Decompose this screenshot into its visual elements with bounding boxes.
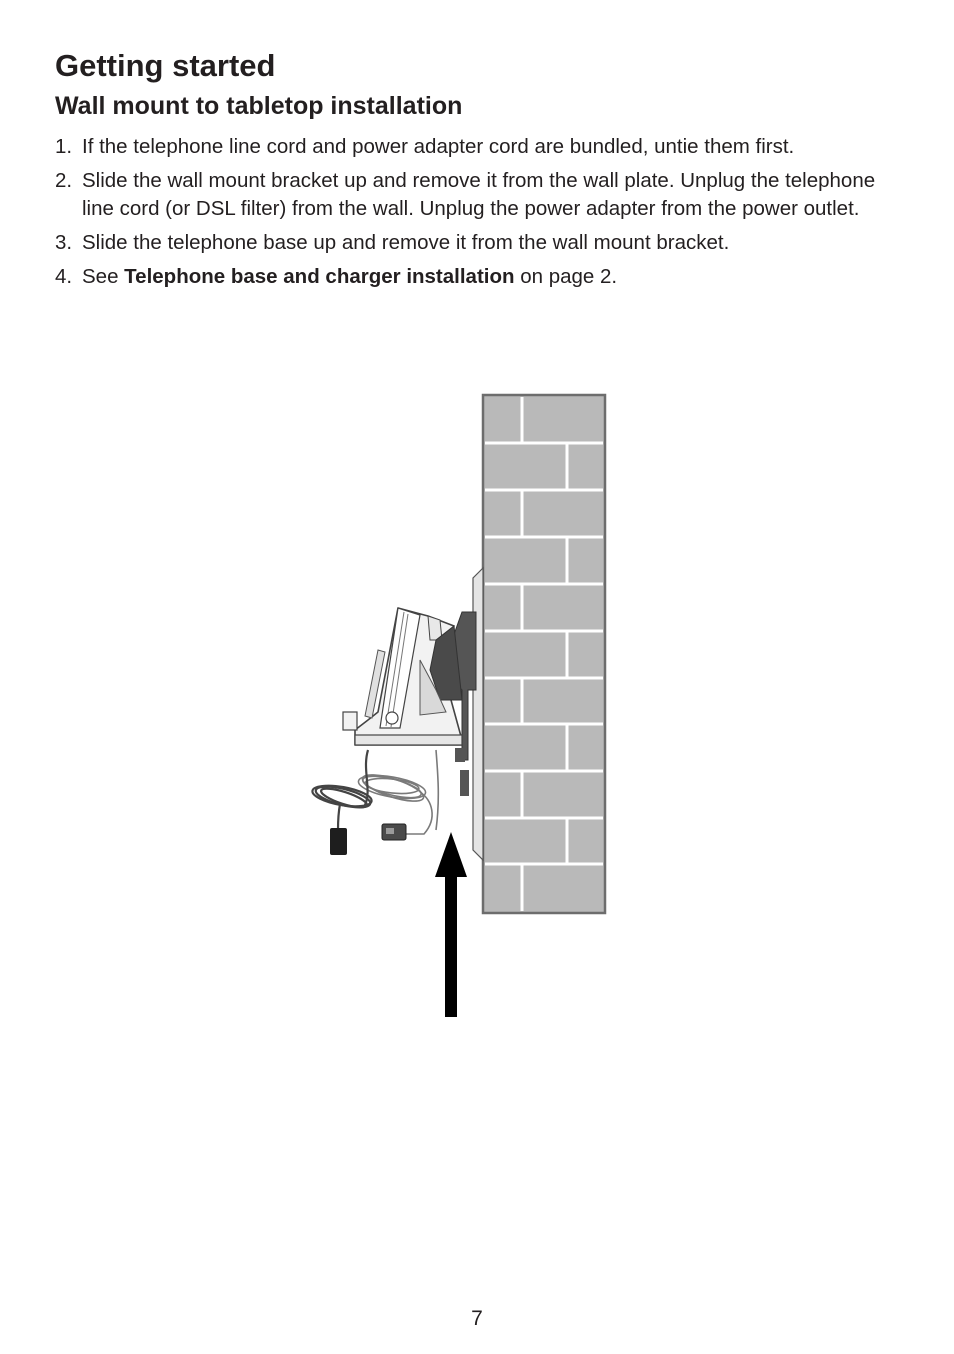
cross-reference: Telephone base and charger installation [124,264,515,288]
step-1 [55,133,895,161]
step-text-after: on page 2. [514,264,618,288]
step-2 [55,167,895,222]
step-text: Slide the wall mount bracket up and remove it from the wall plate. Unplug the telephone line cord (or DSL filter) from the wall. Unplug the power adapter from the power outlet. [82,169,876,220]
page-number: 7 [471,1307,483,1330]
wall-mount-removal-illustration [300,385,620,1025]
step-text: If the telephone line cord and power adapter cord are bundled, untie them first. [82,135,795,158]
power-adapter [330,828,347,855]
step-text: Slide the telephone base up and remove it from the wall mount bracket. [82,230,730,254]
installation-steps [55,133,895,297]
section-title: Getting started [55,48,276,83]
telephone-base [343,608,462,745]
step-number: 2. [55,169,73,192]
step-3 [55,229,895,257]
step-number: 1. [55,135,73,158]
telephone-line-cord [357,750,439,834]
step-number: 3. [55,230,73,254]
step-number: 4. [55,264,73,288]
up-arrow-icon [435,832,467,1017]
brick-wall [483,395,605,913]
step-4 [55,263,895,291]
dsl-filter [382,824,406,840]
power-adapter-cord [311,750,373,830]
step-text-before: See [82,264,125,288]
subsection-title: Wall mount to tabletop installation [55,92,463,120]
